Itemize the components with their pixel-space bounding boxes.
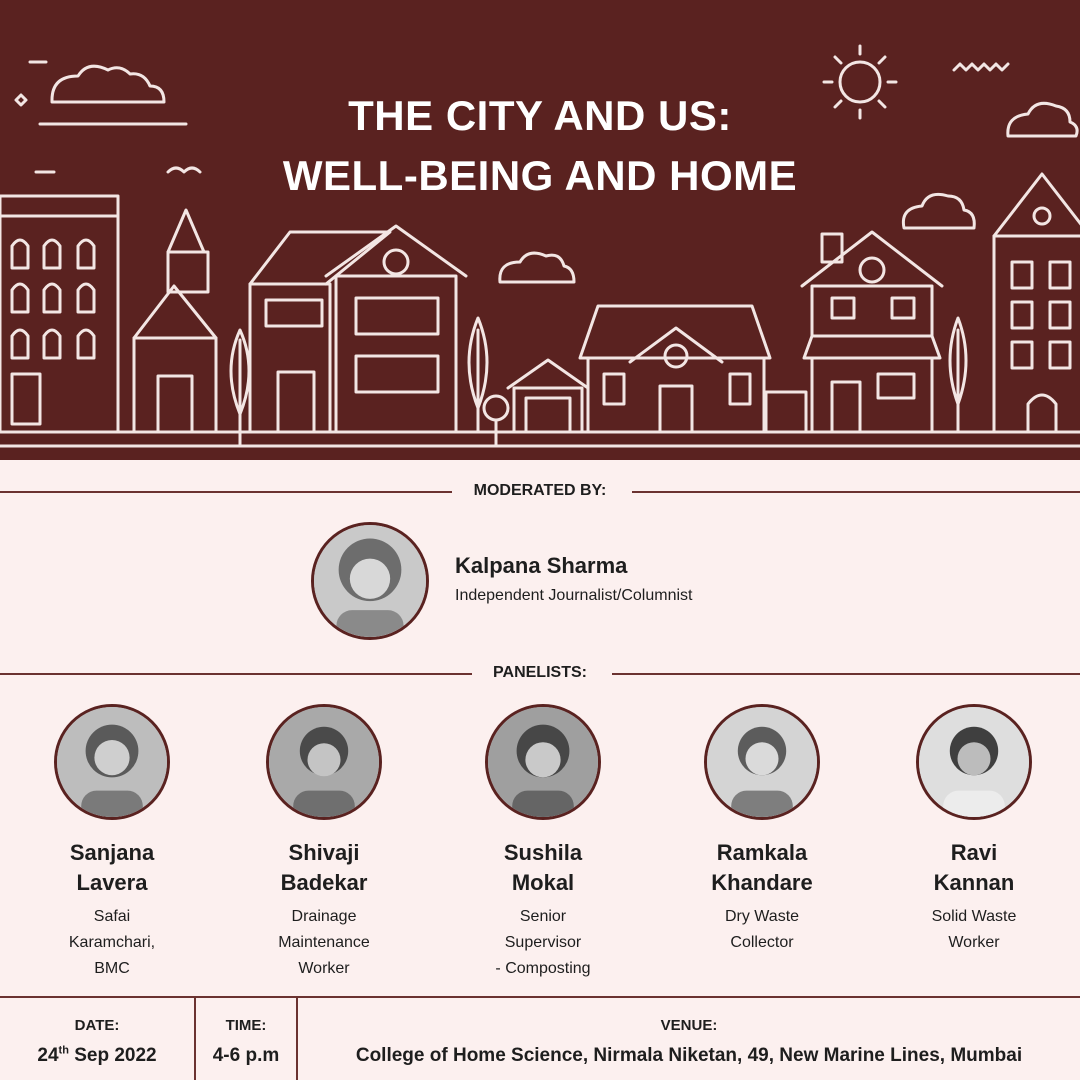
- panelist-avatar: [485, 704, 601, 820]
- event-title-line-2: WELL-BEING AND HOME: [282, 152, 798, 199]
- divider: [632, 491, 1080, 493]
- date-suffix: th: [58, 1044, 69, 1057]
- cloud-icon: [500, 253, 574, 282]
- date-day: 24: [37, 1045, 59, 1066]
- panelist-last-name: Mokal: [511, 870, 575, 895]
- venue-cell: [298, 998, 1080, 1080]
- panelist-first-name: Sanjana: [69, 840, 155, 865]
- panelist-role-line: Collector: [730, 934, 794, 951]
- panelist-avatar: [54, 704, 170, 820]
- panelist-card: [224, 704, 424, 982]
- date-label: DATE:: [74, 1017, 120, 1034]
- panelist-role-line: Safai: [93, 908, 131, 925]
- panelist-role-line: Solid Waste: [931, 908, 1017, 925]
- panelist-role-line: BMC: [94, 960, 130, 977]
- panelist-first-name: Shivaji: [288, 840, 360, 865]
- date-month-year: Sep 2022: [74, 1045, 157, 1066]
- moderator-name: Kalpana Sharma: [455, 553, 628, 578]
- moderator-section-heading: [0, 481, 1080, 501]
- panelist-role-line: Worker: [298, 960, 350, 977]
- time-value: 4-6 p.m: [212, 1045, 280, 1066]
- moderator-heading-label: MODERATED BY:: [473, 482, 607, 499]
- date-cell: [0, 998, 194, 1080]
- date-value: [0, 1042, 194, 1070]
- panelist-last-name: Kannan: [933, 870, 1015, 895]
- panelist-role-line: Karamchari,: [68, 934, 156, 951]
- panelist-last-name: Badekar: [280, 870, 368, 895]
- panelist-role-line: Drainage: [291, 908, 357, 925]
- panelist-card: [874, 704, 1074, 956]
- panelist-role-line: - Composting: [495, 960, 591, 977]
- venue-value: College of Home Science, Nirmala Niketan, 49, New Marine Lines, Mumbai: [355, 1045, 1023, 1066]
- panelist-card: [662, 704, 862, 956]
- panelist-last-name: Lavera: [76, 870, 148, 895]
- moderator-avatar: [311, 522, 429, 640]
- venue-label: VENUE:: [660, 1017, 718, 1034]
- moderator-role: Independent Journalist/Columnist: [455, 587, 693, 604]
- panelist-role-line: Worker: [948, 934, 1000, 951]
- panelists-section-heading: [0, 663, 1080, 683]
- panelist-first-name: Ravi: [950, 840, 998, 865]
- event-details-footer: [0, 996, 1080, 1080]
- city-skyline-illustration: [0, 0, 1080, 460]
- panelist-avatar: [916, 704, 1032, 820]
- panelist-avatar: [266, 704, 382, 820]
- panelist-first-name: Ramkala: [716, 840, 808, 865]
- time-cell: [196, 998, 296, 1080]
- event-title-line-1: THE CITY AND US:: [348, 92, 732, 139]
- panelist-avatar: [704, 704, 820, 820]
- header-banner: [0, 0, 1080, 460]
- panelist-card: [443, 704, 643, 982]
- panelists-heading-label: PANELISTS:: [493, 664, 587, 681]
- time-label: TIME:: [225, 1017, 267, 1034]
- panelist-role-line: Dry Waste: [724, 908, 800, 925]
- panelist-role-line: Supervisor: [504, 934, 582, 951]
- panelist-card: [12, 704, 212, 982]
- panelist-first-name: Sushila: [503, 840, 583, 865]
- panelist-last-name: Khandare: [711, 870, 813, 895]
- panelist-role-line: Senior: [519, 908, 567, 925]
- divider: [612, 673, 1080, 675]
- panelist-role-line: Maintenance: [278, 934, 370, 951]
- event-title: [0, 86, 1080, 206]
